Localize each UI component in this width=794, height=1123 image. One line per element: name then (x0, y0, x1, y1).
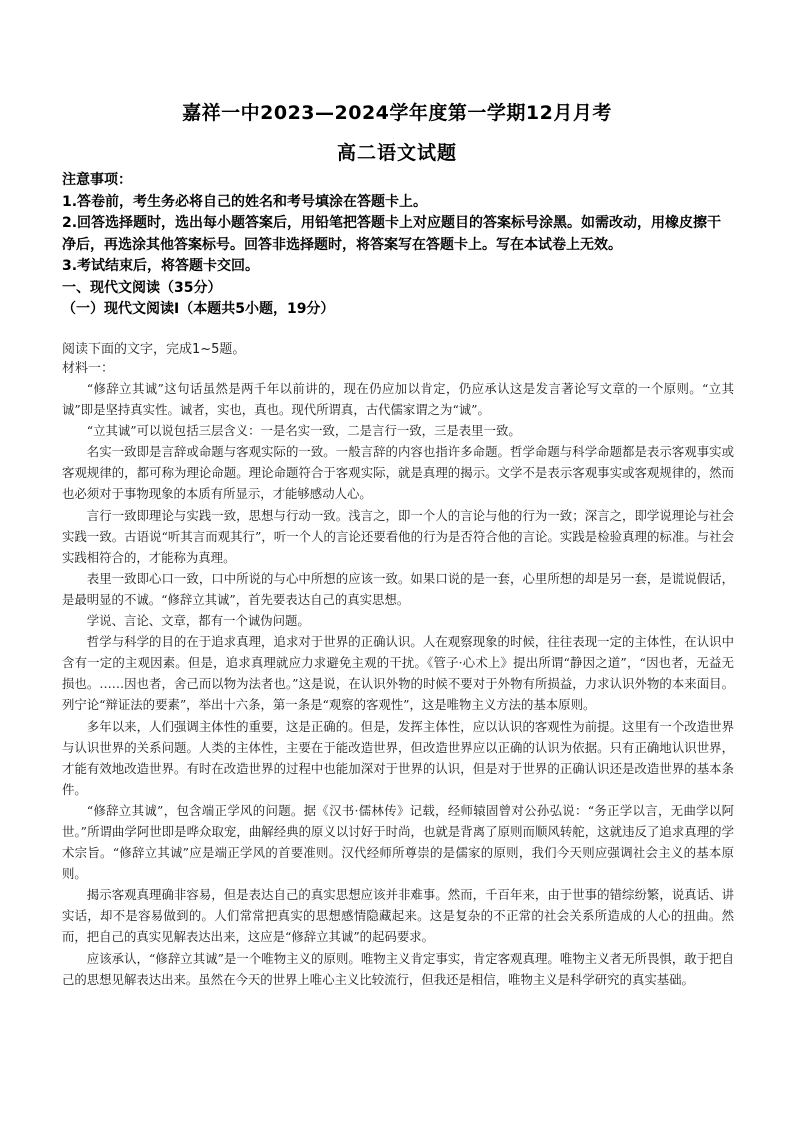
passage-paragraph: 揭示客观真理确非容易，但是表达自己的真实思想应该并非难事。然而，千百年来，由于世事的错综纷繁，说真话、讲实话，却不是容易做到的。人们常常把真实的思想感情隐藏起来。这是复杂的不正常的社会关系所造成的人心的扭曲。然而，把自己的真实见解表达出来，这应是“修辞立其诚”的起码要求。 (62, 887, 734, 945)
subsection-heading: （一）现代文阅读Ⅰ（本题共5小题，19分） (62, 301, 335, 317)
reading-intro (62, 340, 734, 378)
exam-title: 嘉祥一中2023—2024学年度第一学期12月月考 (182, 102, 612, 124)
passage-paragraph: 应该承认，“修辞立其诚”是一个唯物主义的原则。唯物主义肯定事实，肯定客观真理。唯物主义者无所畏惧，敢于把自己的思想见解表达出来。虽然在今天的世界上唯心主义比较流行，但我还是相信，唯物主义是科学研究的真实基础。 (62, 950, 734, 987)
notice-item: 1.答卷前，考生务必将自己的姓名和考号填涂在答题卡上。 (62, 193, 428, 210)
passage-paragraph: 多年以来，人们强调主体性的重要，这是正确的。但是，发挥主体性，应以认识的客观性为前提。这里有一个改造世界与认识世界的关系问题。人类的主体性，主要在于能改造世界，但改造世界应以正确的认识为依据。只有正确地认识世界，才能有效地改造世界。有时在改造世界的过程中也能加深对于世界的认识，但是对于世界的正确认识还是改造世界的基本条件。 (62, 718, 734, 797)
reading-passage (62, 378, 734, 990)
passage-paragraph: 言行一致即理论与实践一致，思想与行动一致。浅言之，即一个人的言论与他的行为一致；深言之，即学说理论与社会实践一致。古语说“听其言而观其行”，听一个人的言论还要看他的行为是否符合他的言论。实践是检验真理的标准。与社会实践相符合的，才能称为真理。 (62, 507, 734, 565)
notice-item: 3.考试结束后，将答题卡交回。 (62, 258, 260, 274)
passage-paragraph: “立其诚”可以说包括三层含义：一是名实一致，二是言行一致，三是表里一致。 (86, 423, 521, 439)
exam-subtitle: 高二语文试题 (336, 142, 457, 164)
notice-heading: 注意事项： (62, 172, 132, 188)
passage-paragraph: 名实一致即是言辞或命题与客观实际的一致。一般言辞的内容也指许多命题。哲学命题与科学命题都是表示客观事实或客观规律的，都可称为理论命题。理论命题符合于客观实际，就是真理的揭示。文学不是表示客观事实或客观规律的，然而也必须对于事物现象的本质有所显示，才能够感动人心。 (62, 444, 734, 502)
notice-item: 2.回答选择题时，选出每小题答案后，用铅笔把答题卡上对应题目的答案标号涂黑。如需改动，用橡皮擦干净后，再选涂其他答案标号。回答非选择题时，将答案写在答题卡上。写在本试卷上无效。 (62, 215, 722, 253)
passage-paragraph: “修辞立其诚”，包含端正学风的问题。据《汉书·儒林传》记载，经师辕固曾对公孙弘说：“务正学以言，无曲学以阿世。”所谓曲学阿世即是哗众取宠，曲解经典的原义以讨好于时尚，也就是背离了原则而顺风转舵，这就违反了追求真理的学术宗旨。“修辞立其诚”应是端正学风的首要准则。汉代经师所尊崇的是儒家的原则，我们今天则应强调社会主义的基本原则。 (62, 802, 734, 882)
passage-paragraph: 表里一致即心口一致，口中所说的与心中所想的应该一致。如果口说的是一套，心里所想的却是另一套，是谎说假话，是最明显的不诚。“修辞立其诚”，首先要表达自己的真实思想。 (62, 570, 734, 607)
passage-paragraph: “修辞立其诚”这句话虽然是两千年以前讲的，现在仍应加以肯定，仍应承认这是发言著论写文章的一个原则。“立其诚”即是坚持真实性。诚者，实也，真也。现代所谓真，古代儒家谓之为“诚”。 (62, 381, 734, 418)
passage-paragraph: 学说、言论、文章，都有一个诚伪问题。 (86, 613, 310, 629)
section-heading: 一、现代文阅读（35分） (62, 279, 222, 296)
material-label: 材料一： (62, 361, 115, 376)
notice-section (62, 170, 734, 321)
reading-instruction: 阅读下面的文字，完成1~5题。 (62, 342, 246, 357)
passage-paragraph: 哲学与科学的目的在于追求真理，追求对于世界的正确认识。人在观察现象的时候，往往表现一定的主体性，在认识中含有一定的主观因素。但是，追求真理就应力求避免主观的干扰。《管子·心术上》提出所谓“静因之道”，“因也者，无益无损也。……因也者，舍己而以物为法者也。”这是说，在认识外物的时候不要对于外物有所损益，力求认识外物的本来面目。列宁论“辩证法的要素”，举出十六条，第一条是“观察的客观性”，这是唯物主义方法的基本原则。 (62, 634, 734, 713)
